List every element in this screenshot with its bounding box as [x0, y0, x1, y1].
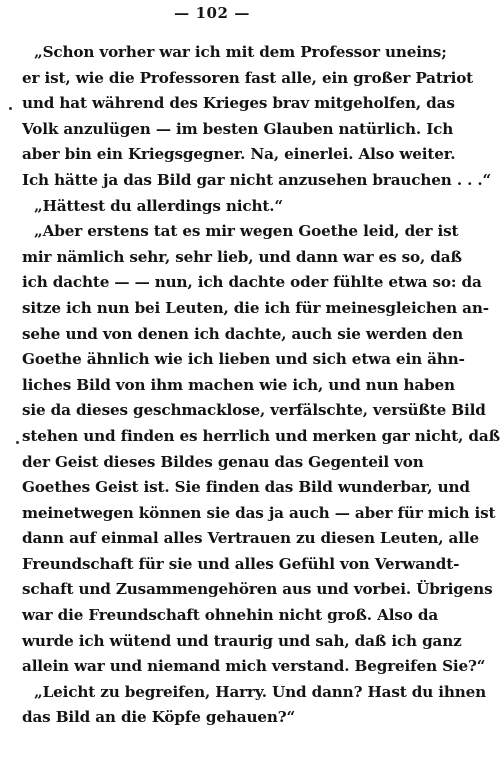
- text-line: das Bild an die Köpfe gehauen?“: [22, 708, 296, 727]
- text-line: Volk anzulügen — im besten Glauben natürlich. Ich: [22, 119, 454, 138]
- text-line: „Aber erstens tat es mir wegen Goethe leid, der ist: [34, 222, 459, 241]
- left-dash: —: [174, 4, 190, 22]
- text-line: ich dachte — — nun, ich dachte oder fühlte etwa so: da: [22, 273, 482, 292]
- text-line: sitze ich nun bei Leuten, die ich für meinesgleichen an-: [22, 298, 489, 317]
- text-line: mir nämlich sehr, sehr lieb, und dann war es so, daß: [22, 247, 462, 266]
- text-line: allein war und niemand mich verstand. Begreifen Sie?“: [22, 657, 486, 676]
- body-text: [22, 40, 500, 731]
- text-line: wurde ich wütend und traurig und sah, daß ich ganz: [22, 631, 462, 650]
- text-line: sehe und von denen ich dachte, auch sie werden den: [22, 324, 464, 343]
- text-line: schaft und Zusammengehören aus und vorbei. Übrigens: [22, 580, 493, 599]
- text-line: Ich hätte ja das Bild gar nicht anzusehen brauchen . . .“: [22, 170, 492, 189]
- text-line: Goethes Geist ist. Sie finden das Bild wunderbar, und: [22, 478, 470, 497]
- text-line: und hat während des Krieges brav mitgeholfen, das: [22, 94, 455, 113]
- text-line: Freundschaft für sie und alles Gefühl von Verwandt-: [22, 554, 460, 573]
- text-line: dann auf einmal alles Vertrauen zu diesen Leuten, alle: [22, 529, 479, 548]
- text-line: er ist, wie die Professoren fast alle, ein großer Patriot: [22, 68, 474, 87]
- text-line: meinetwegen können sie das ja auch — aber für mich ist: [22, 503, 496, 522]
- margin-speck: [16, 441, 19, 444]
- text-line: aber bin ein Kriegsgegner. Na, einerlei. Also weiter.: [22, 145, 456, 164]
- text-line: „Hättest du allerdings nicht.“: [34, 196, 283, 215]
- text-line: „Schon vorher war ich mit dem Professor uneins;: [34, 43, 447, 61]
- text-line: „Leicht zu begreifen, Harry. Und dann? Hast du ihnen: [34, 682, 487, 701]
- text-line: liches Bild von ihm machen wie ich, und nun haben: [22, 375, 455, 394]
- text-line: sie da dieses geschmacklose, verfälschte, versüßte Bild: [22, 401, 486, 420]
- text-line: war die Freundschaft ohnehin nicht groß. Also da: [22, 606, 439, 625]
- text-line: Goethe ähnlich wie ich lieben und sich etwa ein ähn-: [22, 350, 465, 369]
- text-line: der Geist dieses Bildes genau das Gegenteil von: [22, 452, 424, 471]
- page-number-header: [0, 4, 424, 22]
- page-number: 102: [195, 4, 229, 22]
- margin-speck: [9, 107, 12, 110]
- text-line: stehen und finden es herrlich und merken gar nicht, daß: [22, 426, 500, 445]
- right-dash: —: [234, 4, 250, 22]
